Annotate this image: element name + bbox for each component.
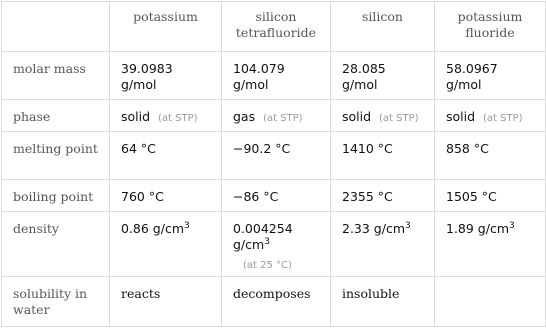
table-cell bbox=[435, 277, 546, 327]
column-header-potassium-fluoride: potassium fluoride bbox=[435, 2, 546, 52]
row-label-density: density bbox=[2, 212, 110, 277]
cell-value: 104.079 g/mol bbox=[233, 61, 285, 92]
cell-value: 2355 °C bbox=[342, 189, 393, 204]
cell-note: (at STP) bbox=[379, 113, 419, 124]
cell-value: 1505 °C bbox=[446, 189, 497, 204]
cell-value: decomposes bbox=[233, 286, 311, 301]
table-cell bbox=[331, 180, 435, 212]
cell-note: (at STP) bbox=[483, 113, 523, 124]
cell-superscript: 3 bbox=[264, 237, 270, 247]
table-cell bbox=[222, 100, 331, 132]
table-cell bbox=[110, 52, 222, 100]
row-label-molar-mass: molar mass bbox=[2, 52, 110, 100]
cell-value: 0.86 g/cm bbox=[121, 221, 185, 236]
table-row bbox=[2, 212, 546, 277]
cell-value: 39.0983 g/mol bbox=[121, 61, 173, 92]
cell-value: 760 °C bbox=[121, 189, 164, 204]
table-cell bbox=[435, 100, 546, 132]
cell-value: insoluble bbox=[342, 286, 400, 301]
cell-value: solid bbox=[446, 109, 476, 124]
cell-value: 64 °C bbox=[121, 141, 156, 156]
table-cell bbox=[110, 212, 222, 277]
table-row bbox=[2, 277, 546, 327]
cell-superscript: 3 bbox=[405, 221, 411, 231]
row-label-phase: phase bbox=[2, 100, 110, 132]
cell-value: solid bbox=[342, 109, 372, 124]
column-header-silicon: silicon bbox=[331, 2, 435, 52]
table-row bbox=[2, 52, 546, 100]
cell-value: 58.0967 g/mol bbox=[446, 61, 498, 92]
table-cell bbox=[435, 180, 546, 212]
table-cell bbox=[222, 132, 331, 180]
row-label-solubility-in-water: solubility in water bbox=[2, 277, 110, 327]
cell-value: 0.004254 g/cm bbox=[233, 221, 293, 252]
cell-value: 858 °C bbox=[446, 141, 489, 156]
table-cell bbox=[222, 212, 331, 277]
table-cell bbox=[331, 52, 435, 100]
cell-superscript: 3 bbox=[184, 221, 190, 231]
table-cell bbox=[331, 277, 435, 327]
properties-table bbox=[1, 1, 546, 327]
cell-value: −90.2 °C bbox=[233, 141, 291, 156]
table-cell bbox=[222, 277, 331, 327]
column-header-potassium: potassium bbox=[110, 2, 222, 52]
cell-value: 1410 °C bbox=[342, 141, 393, 156]
cell-note: (at STP) bbox=[158, 113, 198, 124]
table-cell bbox=[110, 132, 222, 180]
row-label-boiling-point: boiling point bbox=[2, 180, 110, 212]
cell-superscript: 3 bbox=[509, 221, 515, 231]
cell-value: −86 °C bbox=[233, 189, 279, 204]
table-cell bbox=[110, 180, 222, 212]
cell-value: 2.33 g/cm bbox=[342, 221, 406, 236]
table-cell bbox=[435, 212, 546, 277]
cell-value: 1.89 g/cm bbox=[446, 221, 510, 236]
table-cell bbox=[110, 100, 222, 132]
table-row bbox=[2, 180, 546, 212]
cell-value: solid bbox=[121, 109, 151, 124]
header-row bbox=[2, 2, 546, 52]
table-cell bbox=[222, 52, 331, 100]
row-label-melting-point: melting point bbox=[2, 132, 110, 180]
cell-value: reacts bbox=[121, 286, 161, 301]
cell-value: gas bbox=[233, 109, 256, 124]
table-cell bbox=[435, 52, 546, 100]
table-row bbox=[2, 100, 546, 132]
table-cell bbox=[331, 100, 435, 132]
table-cell bbox=[110, 277, 222, 327]
table-cell bbox=[222, 180, 331, 212]
cell-note: (at STP) bbox=[263, 113, 303, 124]
table-cell bbox=[331, 132, 435, 180]
cell-condition: (at 25 °C) bbox=[243, 260, 292, 271]
table-cell bbox=[331, 212, 435, 277]
column-header-silicon-tetrafluoride: silicon tetrafluoride bbox=[222, 2, 331, 52]
table-cell bbox=[435, 132, 546, 180]
table-row bbox=[2, 132, 546, 180]
header-corner bbox=[2, 2, 110, 52]
cell-value: 28.085 g/mol bbox=[342, 61, 386, 92]
